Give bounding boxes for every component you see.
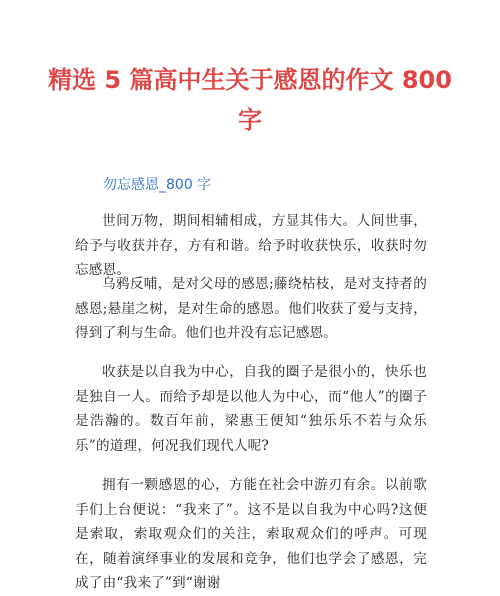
paragraph-4: 拥有一颗感恩的心，方能在社会中游刃有余。以前歌手们上台便说：“我来了”。这不是以自我为中心吗?这便是索取，索取观众们的关注，索取观众们的呼声。可现在，随着演绎事业的发展和竞争，他们也学会了感恩，完成了由“我来了”到“谢谢 xyxy=(75,477,427,591)
essay-subtitle: 勿忘感恩_800 字 xyxy=(103,177,212,193)
paragraph-2: 乌鸦反哺，是对父母的感恩;藤绕枯枝，是对支持者的感恩;悬崖之树，是对生命的感恩。他们收获了爱与支持，得到了利与生命。他们也并没有忘记感恩。 xyxy=(75,276,427,341)
paragraph-3: 收获是以自我为中心，自我的圈子是很小的，快乐也是独自一人。而给予却是以他人为中心，而“他人”的圈子是浩瀚的。数百年前，梁惠王便知“独乐乐不若与众乐乐”的道理，何况我们现代人呢? xyxy=(75,364,427,454)
document-title: 精选 5 篇高中生关于感恩的作文 800 字 xyxy=(48,66,452,134)
paragraph-1: 世间万物，期间相辅相成，方显其伟大。人间世事，给予与收获并存，方有和谐。给予时收获快乐，收获时勿忘感恩。 xyxy=(75,213,427,278)
